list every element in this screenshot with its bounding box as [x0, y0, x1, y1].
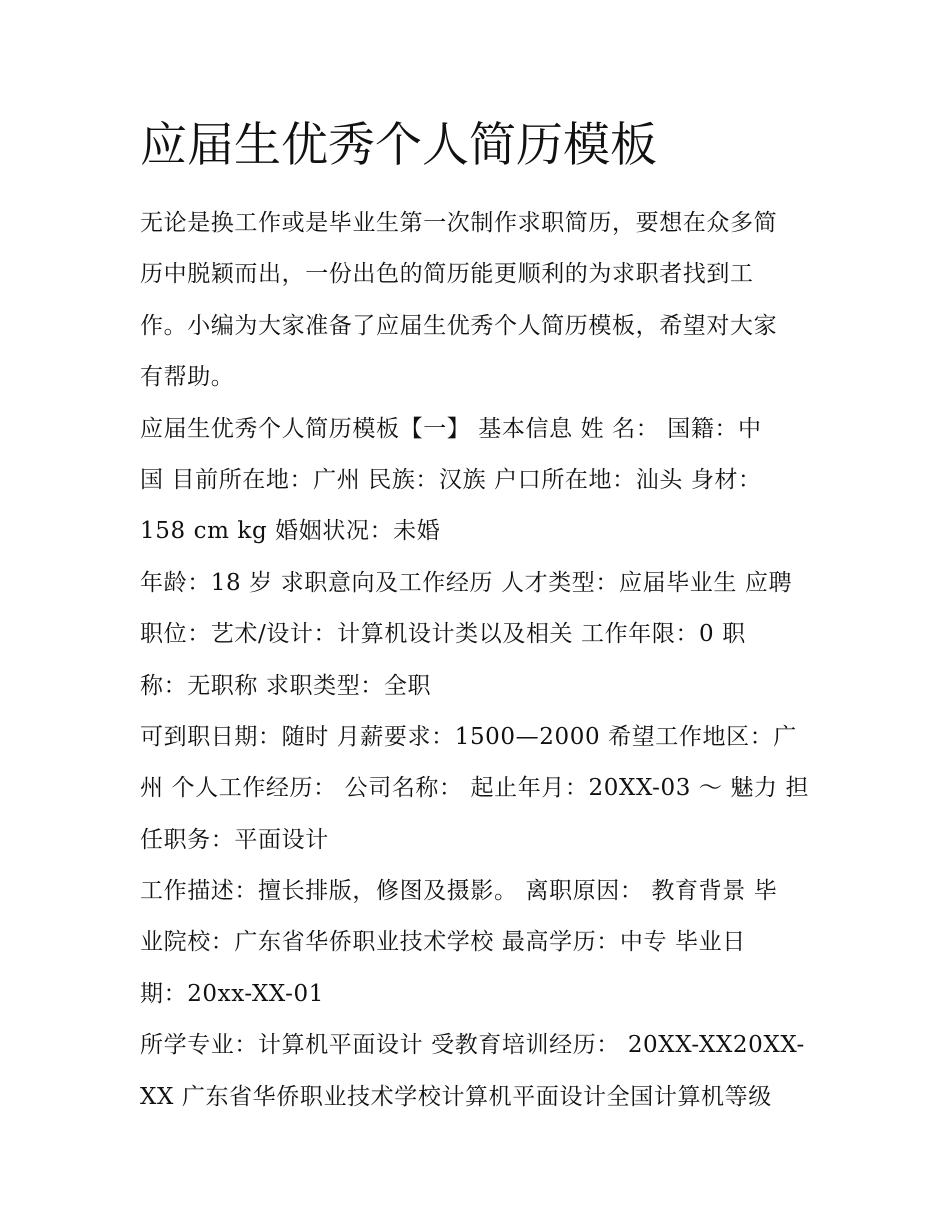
basic-info-paragraph — [140, 404, 820, 558]
text-line: 任职务：平面设计 — [140, 826, 329, 853]
text-line: 无论是换工作或是毕业生第一次制作求职简历，要想在众多简 — [140, 210, 778, 236]
intro-paragraph — [140, 198, 820, 404]
text-line: 期：20xx-XX-01 — [140, 980, 324, 1007]
text-line: 业院校：广东省华侨职业技术学校 最高学历：中专 毕业日 — [140, 929, 746, 956]
document-body — [140, 198, 820, 1123]
text-line: 州 个人工作经历： 公司名称： 起止年月：20XX-03 ～ 魅力 担 — [140, 775, 810, 802]
text-line: 应届生优秀个人简历模板【一】 基本信息 姓 名： 国籍：中 — [140, 415, 762, 442]
text-line: 历中脱颖而出，一份出色的简历能更顺利的为求职者找到工 — [140, 261, 754, 288]
text-line: 职位：艺术/设计：计算机设计类以及相关 工作年限：0 职 — [140, 621, 746, 648]
text-line: 所学专业：计算机平面设计 受教育培训经历： 20XX-XX20XX- — [140, 1032, 805, 1059]
text-line: 工作描述：擅长排版，修图及摄影。 离职原因： 教育背景 毕 — [140, 878, 778, 905]
text-line: 有帮助。 — [140, 364, 235, 391]
education-paragraph — [140, 866, 820, 1020]
text-line: 称：无职称 求职类型：全职 — [140, 672, 432, 699]
job-intent-paragraph — [140, 558, 820, 712]
text-line: 作。小编为大家准备了应届生优秀个人简历模板，希望对大家 — [140, 312, 778, 339]
text-line: 年龄：18 岁 求职意向及工作经历 人才类型：应届毕业生 应聘 — [140, 569, 793, 596]
document-title: 应届生优秀个人简历模板 — [140, 118, 657, 173]
text-line: 国 目前所在地：广州 民族：汉族 户口所在地：汕头 身材： — [140, 466, 762, 493]
text-line: 可到职日期：随时 月薪要求：1500—2000 希望工作地区：广 — [140, 723, 797, 750]
work-experience-paragraph — [140, 712, 820, 866]
training-paragraph — [140, 1020, 820, 1123]
text-line: XX 广东省华侨职业技术学校计算机平面设计全国计算机等级 — [140, 1083, 772, 1110]
text-line: 158 cm kg 婚姻状况：未婚 — [140, 518, 441, 545]
